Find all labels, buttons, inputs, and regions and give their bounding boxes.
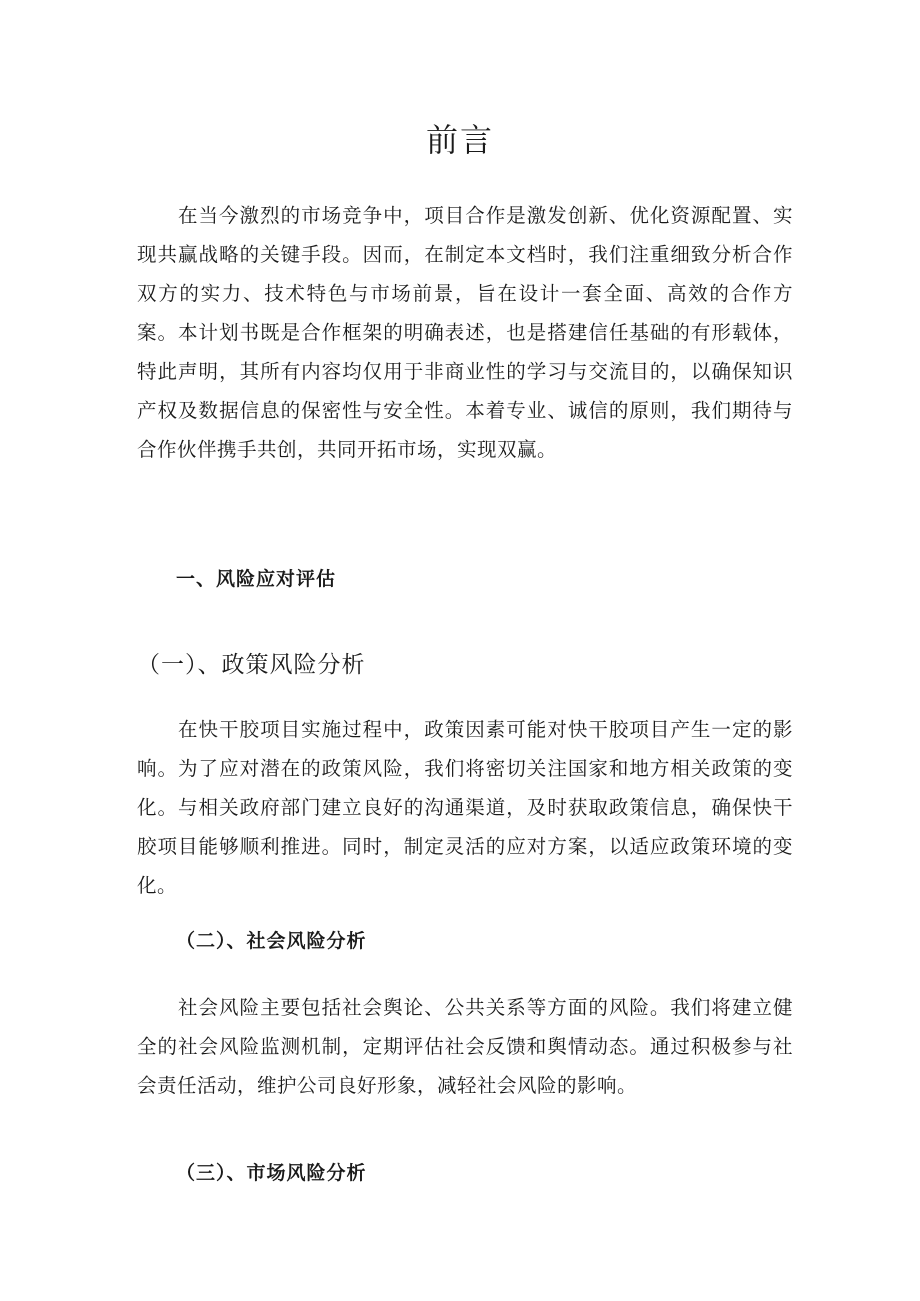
subsection-heading-market-risk: （三）、市场风险分析: [176, 1162, 367, 1184]
section-heading-risk-assessment: 一、风险应对评估: [176, 568, 337, 590]
preface-paragraph: 在当今激烈的市场竞争中，项目合作是激发创新、优化资源配置、实现共赢战略的关键手段。因而，在制定本文档时，我们注重细致分析合作双方的实力、技术特色与市场前景，旨在设计一套全面、高效的合作方案。本计划书既是合作框架的明确表述，也是搭建信任基础的有形载体，特此声明，其所有内容均仅用于非商业性的学习与交流目的，以确保知识产权及数据信息的保密性与安全性。本着专业、诚信的原则，我们期待与合作伙伴携手共创，共同开拓市场，实现双赢。: [137, 204, 793, 461]
social-risk-paragraph: 社会风险主要包括社会舆论、公共关系等方面的风险。我们将建立健全的社会风险监测机制，定期评估社会反馈和舆情动态。通过积极参与社会责任活动，维护公司良好形象，减轻社会风险的影响。: [137, 996, 793, 1097]
subsection-heading-policy-risk: （一）、政策风险分析: [137, 652, 366, 678]
page-title: 前言: [425, 121, 494, 159]
policy-risk-paragraph: 在快干胶项目实施过程中，政策因素可能对快干胶项目产生一定的影响。为了应对潜在的政策风险，我们将密切关注国家和地方相关政策的变化。与相关政府部门建立良好的沟通渠道，及时获取政策信息，确保快干胶项目能够顺利推进。同时，制定灵活的应对方案，以适应政策环境的变化。: [137, 718, 793, 897]
subsection-heading-social-risk: （二）、社会风险分析: [176, 930, 367, 952]
